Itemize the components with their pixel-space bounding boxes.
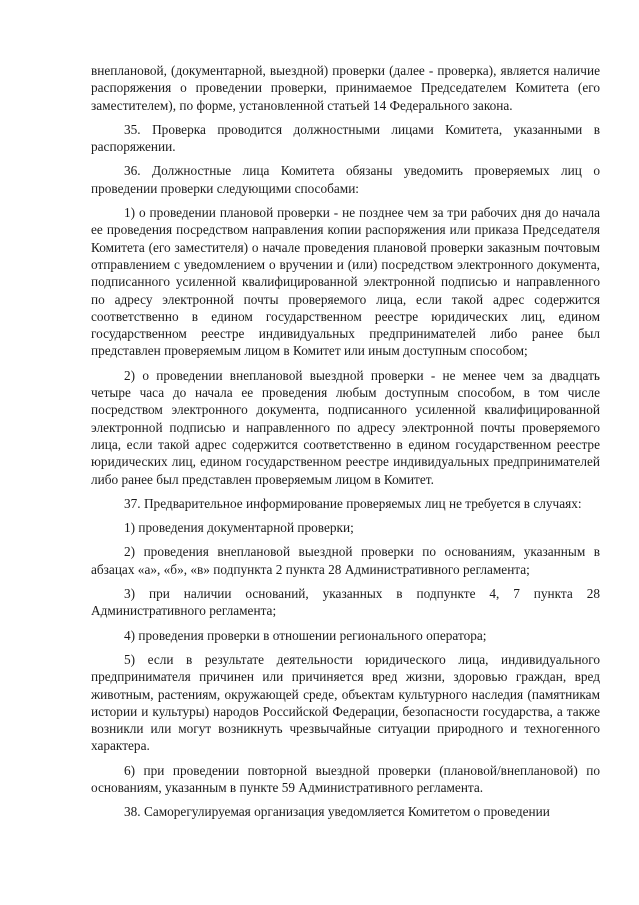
paragraph-37-item-4: 4) проведения проверки в отношении регионального оператора; [124, 627, 487, 643]
paragraph-36: 36. Должностные лица Комитета обязаны уведомить проверяемых лиц о проведении проверки следующими способами: [91, 163, 600, 196]
paragraph-33-continuation: внеплановой, (документарной, выездной) проверки (далее - проверка), является наличие распоряжения о проведении проверки, принимаемое Председателем Комитета (его заместителем), по форме, установленной статьей 14 Федерального закона. [91, 63, 600, 113]
paragraph-37-item-1: 1) проведения документарной проверки; [124, 520, 354, 536]
paragraph-37-item-2: 2) проведения внеплановой выездной проверки по основаниям, указанным в абзацах «а», «б», «в» подпункта 2 пункта 28 Административного регламента; [91, 544, 600, 577]
paragraph-38: 38. Саморегулируемая организация уведомляется Комитетом о проведении [124, 804, 550, 820]
paragraph-36-item-2: 2) о проведении внеплановой выездной проверки - не менее чем за двадцать четыре часа до начала ее проведения любым доступным способом, в том числе посредством электронного документа, подписанного усиленной квалифицированной электронной подписью и направленного по адресу электронной почты проверяемого лица, если такой адрес содержится соответственно в едином государственном реестре юридических лиц, едином государственном реестре индивидуальных предпринимателей либо ранее был представлен проверяемым лицом в Комитет. [91, 367, 600, 487]
paragraph-35: 35. Проверка проводится должностными лицами Комитета, указанными в распоряжении. [91, 121, 600, 155]
paragraph-36-item-1: 1) о проведении плановой проверки - не позднее чем за три рабочих дня до начала ее проведения посредством направления копии распоряжения или приказа Председателя Комитета (его заместителя) о начале проведения плановой проверки заказным почтовым отправлением с уведомлением о вручении и (или) посредством электронного документа, подписанного усиленной квалифицированной электронной подписью и направленного по адресу электронной почты проверяемого лица, если такой адрес содержится соответственно в едином государственном реестре юридических лиц, едином государственном реестре индивидуальных предпринимателей либо ранее был представлен проверяемым лицом в Комитет или иным доступным способом; [91, 205, 600, 359]
document-body [91, 62, 600, 828]
paragraph-37-item-5: 5) если в результате деятельности юридического лица, индивидуального предпринимателя причинен или причиняется вред жизни, здоровью граждан, вред животным, растениям, окружающей среде, объектам культурного наследия (памятникам истории и культуры) народов Российской Федерации, безопасности государства, а также возникли или могут возникнуть чрезвычайные ситуации природного и техногенного характера. [91, 651, 600, 754]
paragraph-37-item-6: 6) при проведении повторной выездной проверки (плановой/внеплановой) по основаниям, указанным в пункте 59 Административного регламента. [91, 762, 600, 795]
paragraph-37-item-3: 3) при наличии оснований, указанных в подпункте 4, 7 пункта 28 Административного регламента; [91, 586, 600, 619]
paragraph-37: 37. Предварительное информирование проверяемых лиц не требуется в случаях: [124, 495, 582, 511]
